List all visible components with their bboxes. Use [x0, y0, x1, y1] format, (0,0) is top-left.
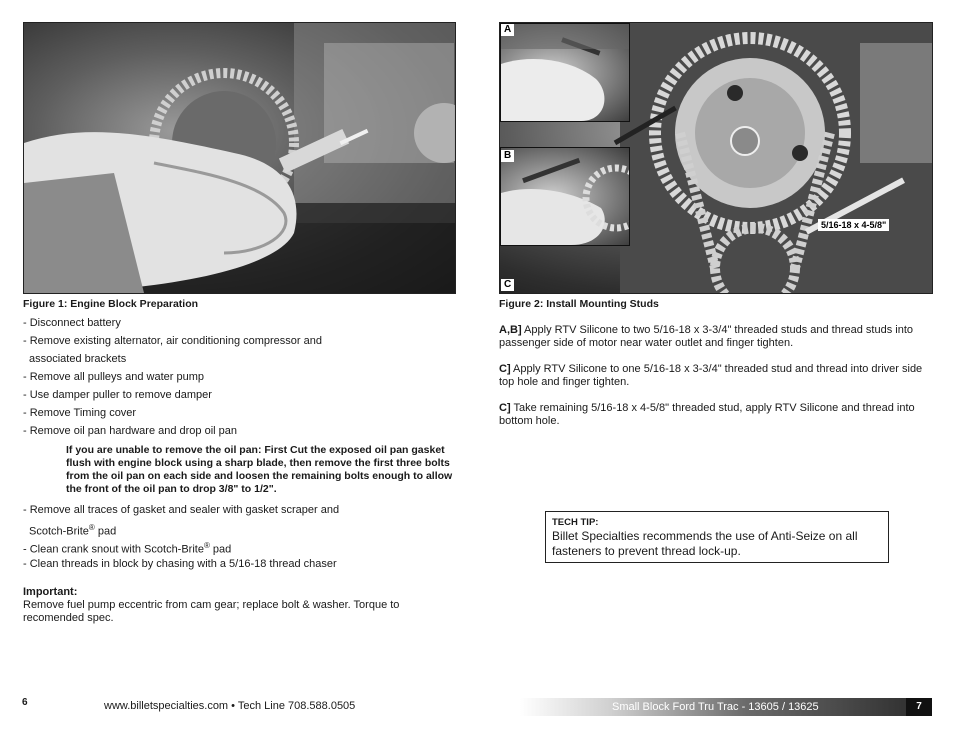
instruction-text: Apply RTV Silicone to one 5/16-18 x 3-3/4" threaded stud and thread into driver side top hole and finger tighten. [499, 363, 923, 388]
photo-tag-c: C [501, 279, 514, 291]
important-title: Important: [23, 586, 78, 598]
step-remove-timing-cover: - Remove Timing cover [23, 407, 137, 419]
instruction-label: C] [499, 402, 511, 414]
registered-mark: ® [203, 541, 210, 550]
tech-tip-title: TECH TIP: [552, 517, 599, 528]
pad-text: pad [209, 543, 232, 556]
step-clean-crank [23, 537, 453, 555]
instruction-label: A,B] [499, 324, 522, 336]
figure2-caption: Figure 2: Install Mounting Studs [499, 298, 659, 310]
page-number-right: 7 [906, 698, 932, 716]
registered-mark: ® [88, 523, 95, 532]
step-clean-threads: - Clean threads in block by chasing with a 5/16-18 thread chaser [23, 558, 337, 570]
pad-text: pad [94, 525, 117, 538]
clean-crank-text: - Clean crank snout with Scotch-Brite [23, 543, 204, 556]
step-remove-alternator: - Remove existing alternator, air conditioning compressor and [23, 335, 322, 347]
footer-website: www.billetspecialties.com • Tech Line 708.588.0505 [104, 700, 356, 712]
step-damper-puller: - Use damper puller to remove damper [23, 389, 212, 401]
inset-a-illustration [501, 24, 629, 121]
step-remove-alternator-cont: associated brackets [29, 353, 127, 365]
photo-tag-b: B [501, 150, 514, 162]
photo-tag-a: A [501, 24, 514, 36]
step-disconnect-battery: - Disconnect battery [23, 317, 121, 329]
instruction-text: Take remaining 5/16-18 x 4-5/8" threaded stud, apply RTV Silicone and thread into bottom hole. [499, 402, 915, 427]
step-remove-gasket-cont [23, 519, 453, 537]
instruction-text: Apply RTV Silicone to two 5/16-18 x 3-3/4" threaded studs and thread studs into passenger side of motor near water outlet and finger tighten. [499, 324, 913, 349]
oil-pan-note: If you are unable to remove the oil pan: First Cut the exposed oil pan gasket flush with engine block using a sharp blade, then remove the first three bolts from the oil pan on each side and loosen the remaining bolts enough to allow the front of the oil pan to drop 3/8" to 1/2". [66, 444, 453, 495]
page-number-left: 6 [22, 697, 28, 708]
prep-steps [23, 314, 453, 573]
footer-bar [520, 698, 932, 716]
inset-photo-a [500, 23, 630, 122]
engine-block-photo [23, 22, 456, 294]
tech-tip-box [545, 511, 889, 563]
step-remove-pulleys: - Remove all pulleys and water pump [23, 371, 204, 383]
footer-product: Small Block Ford Tru Trac - 13605 / 13625 [612, 701, 819, 713]
inset-b-illustration [501, 148, 629, 245]
tech-tip-text: Billet Specialties recommends the use of Anti-Seize on all fasteners to prevent thread lock-up. [552, 529, 858, 558]
important-text: Remove fuel pump eccentric from cam gear; replace bolt & washer. Torque to recomended spec. [23, 599, 400, 624]
instruction-label: C] [499, 363, 511, 375]
engine-block-illustration [24, 23, 455, 293]
scotch-brite-text: Scotch-Brite [29, 525, 89, 538]
step-remove-oil-pan: - Remove oil pan hardware and drop oil pan [23, 425, 238, 437]
instruction-ab [499, 324, 924, 350]
step-remove-gasket: - Remove all traces of gasket and sealer with gasket scraper and [23, 504, 340, 516]
stud-size-label: 5/16-18 x 4-5/8" [818, 219, 889, 231]
mounting-studs-photo [499, 22, 933, 294]
instruction-c2 [499, 402, 929, 428]
inset-photo-b [500, 147, 630, 246]
figure1-caption: Figure 1: Engine Block Preparation [23, 298, 199, 310]
instruction-c1 [499, 363, 924, 389]
